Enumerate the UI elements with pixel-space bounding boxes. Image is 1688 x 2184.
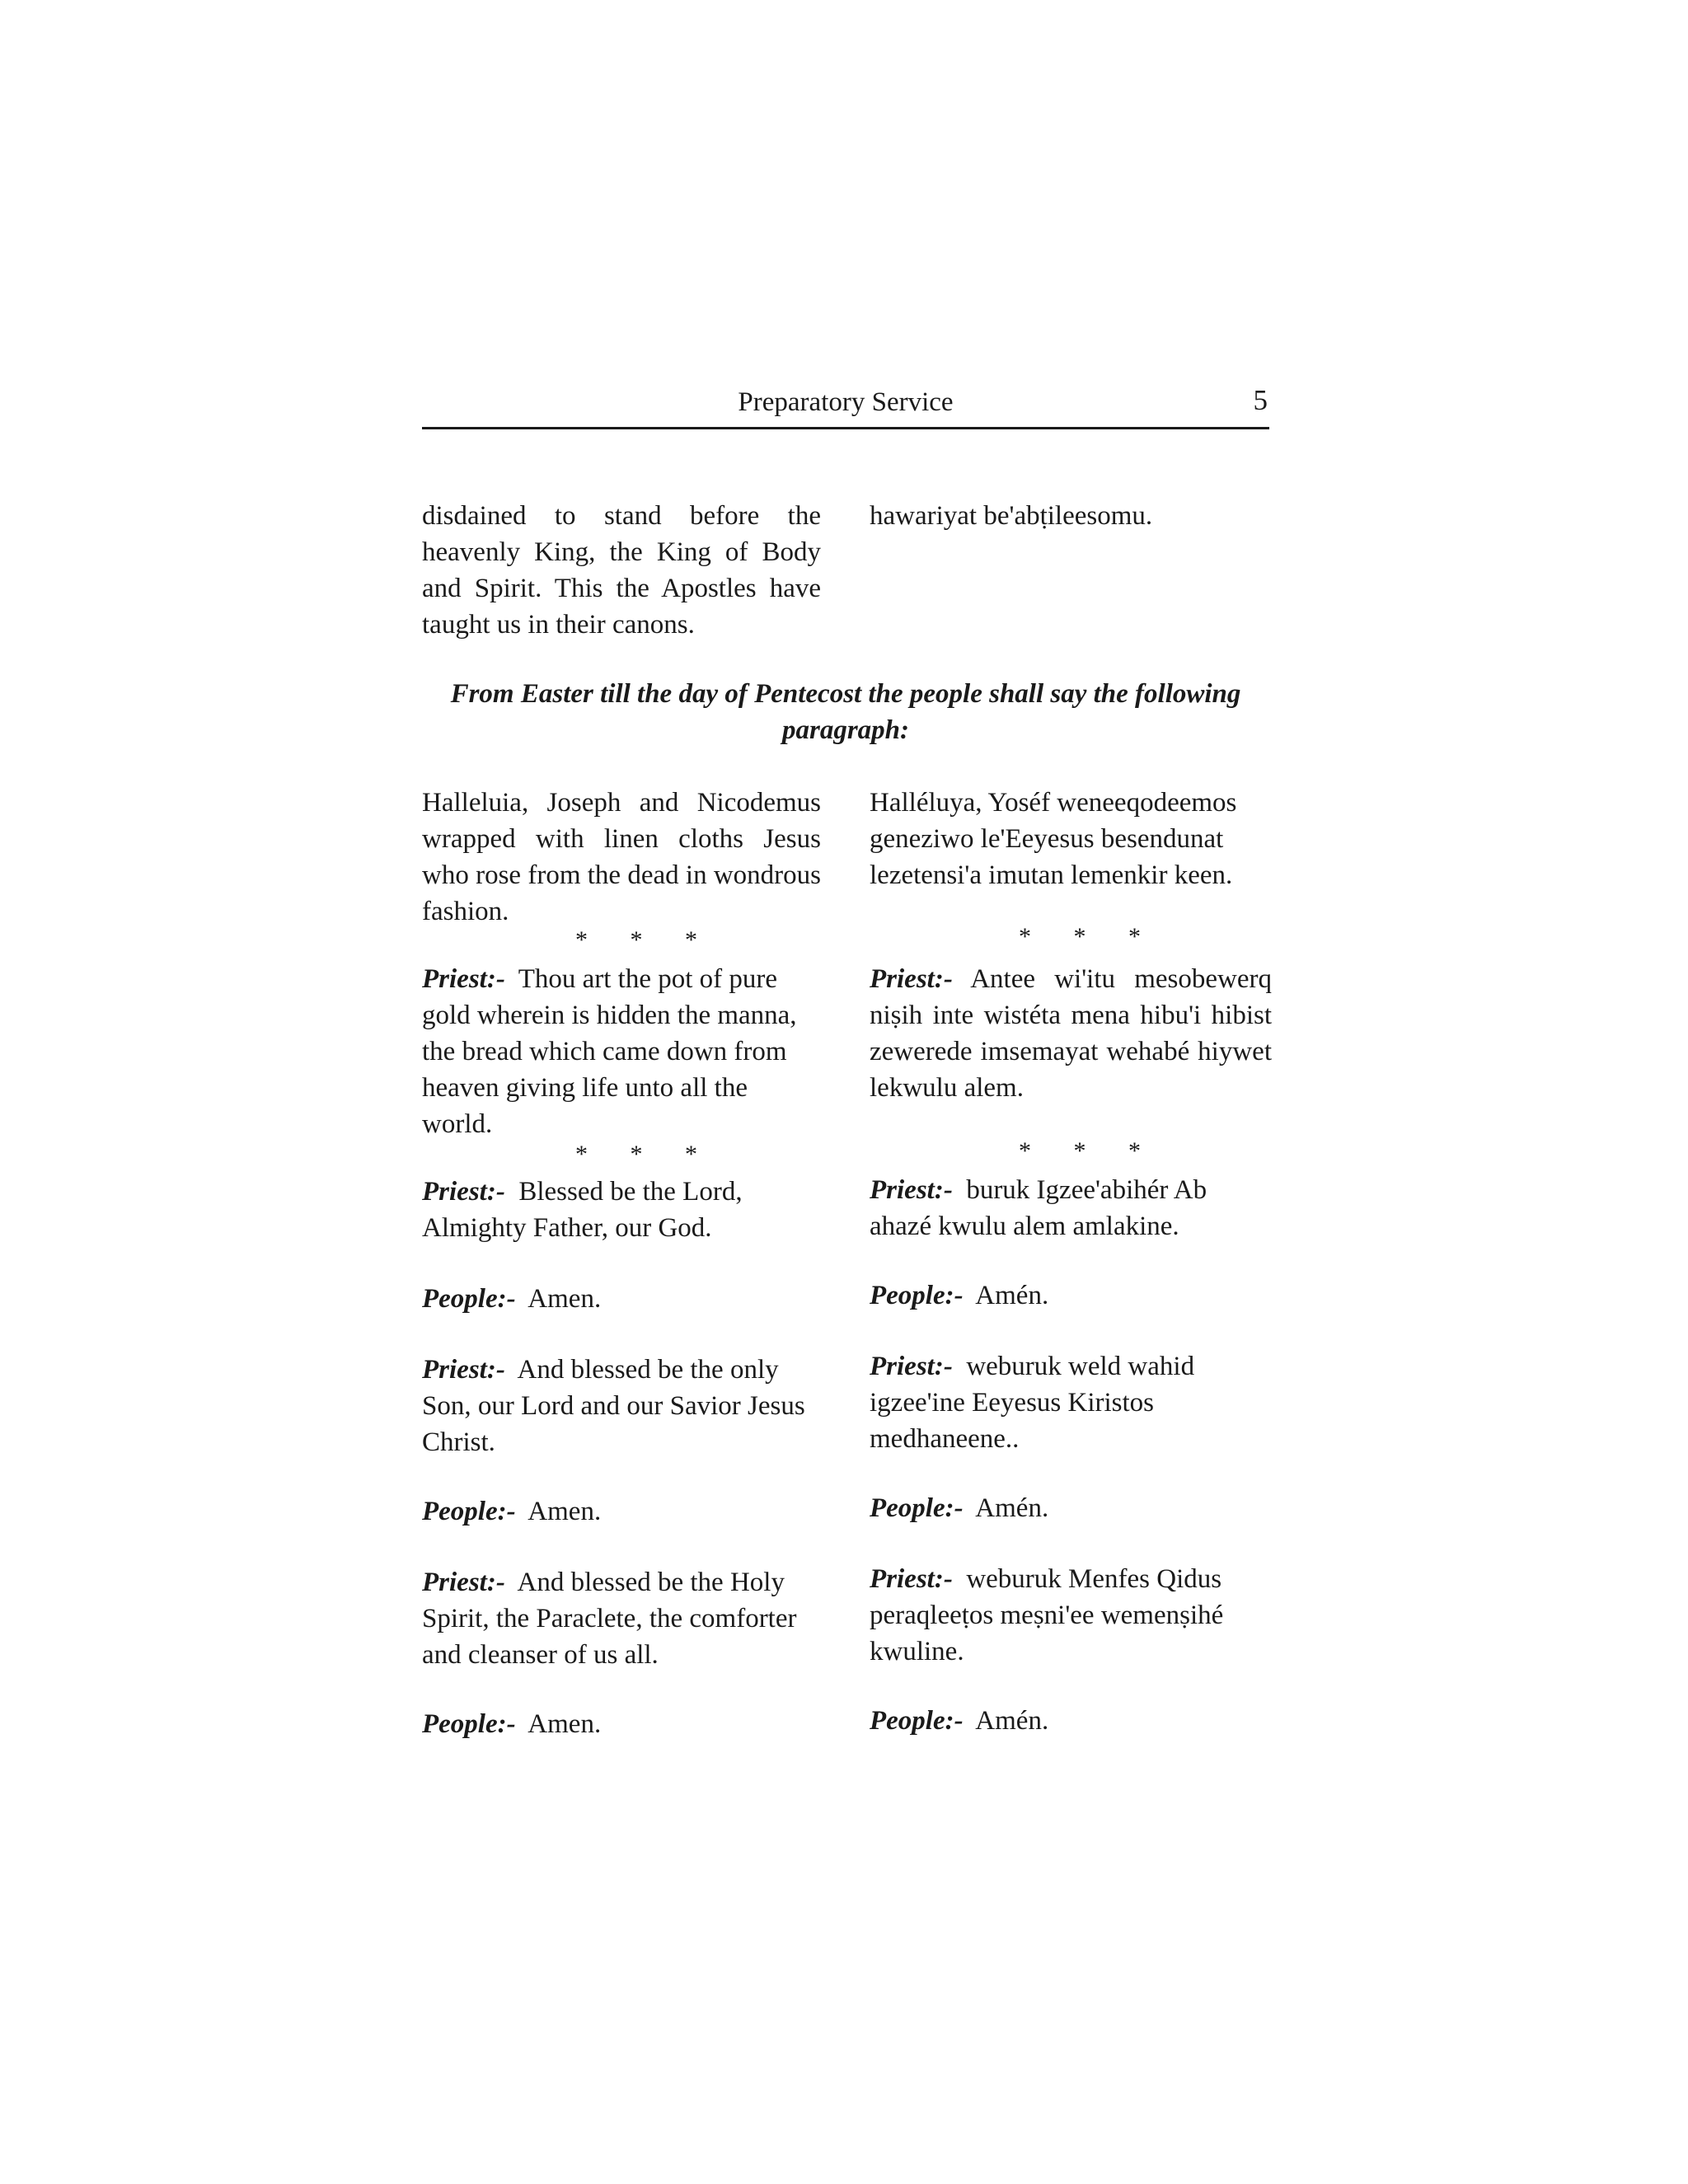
- speaker-label: Priest:-: [422, 1355, 505, 1385]
- dialogue-geez-4: [870, 1490, 1272, 1526]
- dialogue-geez-1: [870, 1172, 1272, 1244]
- speaker-label: Priest:-: [870, 1564, 953, 1594]
- separator-right-1: * * *: [1019, 923, 1159, 950]
- priest-manna-geez: [870, 961, 1272, 1106]
- speaker-label: People:-: [870, 1706, 964, 1736]
- speaker-label: People:-: [422, 1709, 516, 1739]
- hymn-english: Halleluia, Joseph and Nicodemus wrapped with linen cloths Jesus who rose from the dead in wondrous fashion.: [422, 788, 821, 926]
- intro-geez: hawariyat be'abṭileesomu.: [870, 501, 1153, 531]
- dialogue-english-2: [422, 1281, 821, 1317]
- speaker-label: Priest:-: [422, 964, 505, 994]
- verse-text: weburuk Menfes Qidus peraqleeṭos meṣni'ee wemenṣihé kwuline.: [870, 1564, 1224, 1666]
- verse-text: Amén.: [975, 1493, 1049, 1523]
- priest-manna-english: [422, 961, 821, 1142]
- verse-text: Amén.: [975, 1706, 1049, 1736]
- verse-text: Amen.: [528, 1497, 602, 1526]
- speaker-label: Priest:-: [422, 1568, 505, 1597]
- dialogue-geez-5: [870, 1561, 1272, 1670]
- page-header-title: Preparatory Service: [738, 387, 954, 417]
- dialogue-english-5: [422, 1564, 821, 1673]
- speaker-label: People:-: [422, 1497, 516, 1526]
- hymn-geez: Halléluya, Yoséf weneeqodeemos geneziwo le'Eeyesus besendunat lezetensi'a imutan lemenkir keen.: [870, 788, 1237, 890]
- page-number: 5: [1253, 384, 1268, 416]
- verse-text: Amén.: [975, 1281, 1049, 1310]
- dialogue-english-1: [422, 1174, 821, 1246]
- verse-text: And blessed be the only Son, our Lord and our Savior Jesus Christ.: [422, 1355, 805, 1457]
- separator-right-2: * * *: [1019, 1137, 1159, 1165]
- verse-text: Thou art the pot of pure gold wherein is hidden the manna, the bread which came down from heaven giving life unto all the world.: [422, 964, 797, 1139]
- verse-text: Amen.: [528, 1284, 602, 1314]
- rubric-instruction: From Easter till the day of Pentecost the people shall say the following paragraph:: [450, 679, 1241, 745]
- speaker-label: People:-: [422, 1284, 516, 1314]
- dialogue-geez-2: [870, 1277, 1272, 1314]
- verse-text: Amen.: [528, 1709, 602, 1739]
- dialogue-english-3: [422, 1352, 821, 1460]
- verse-text: buruk Igzee'abihér Ab ahazé kwulu alem amlakine.: [870, 1175, 1207, 1241]
- speaker-label: Priest:-: [870, 964, 953, 994]
- speaker-label: People:-: [870, 1281, 964, 1310]
- speaker-label: People:-: [870, 1493, 964, 1523]
- dialogue-english-6: [422, 1706, 821, 1742]
- running-header: [422, 384, 1269, 429]
- speaker-label: Priest:-: [870, 1175, 953, 1205]
- speaker-label: Priest:-: [870, 1352, 953, 1381]
- speaker-label: Priest:-: [422, 1177, 505, 1207]
- verse-text: Antee wi'itu mesobewerq niṣih inte wistéta mena hibu'i hibist zewerede imsemayat wehabé hiywet lekwulu alem.: [870, 964, 1272, 1103]
- dialogue-geez-3: [870, 1348, 1272, 1457]
- separator-left-2: * * *: [575, 1141, 715, 1168]
- intro-english: disdained to stand before the heavenly King, the King of Body and Spirit. This the Apostles have taught us in their canons.: [422, 501, 821, 640]
- dialogue-english-4: [422, 1493, 821, 1530]
- verse-text: Blessed be the Lord, Almighty Father, our God.: [422, 1177, 743, 1243]
- separator-left-1: * * *: [575, 926, 715, 954]
- dialogue-geez-6: [870, 1703, 1272, 1739]
- verse-text: weburuk weld wahid igzee'ine Eeyesus Kiristos medhaneene..: [870, 1352, 1195, 1454]
- verse-text: And blessed be the Holy Spirit, the Paraclete, the comforter and cleanser of us all.: [422, 1568, 797, 1670]
